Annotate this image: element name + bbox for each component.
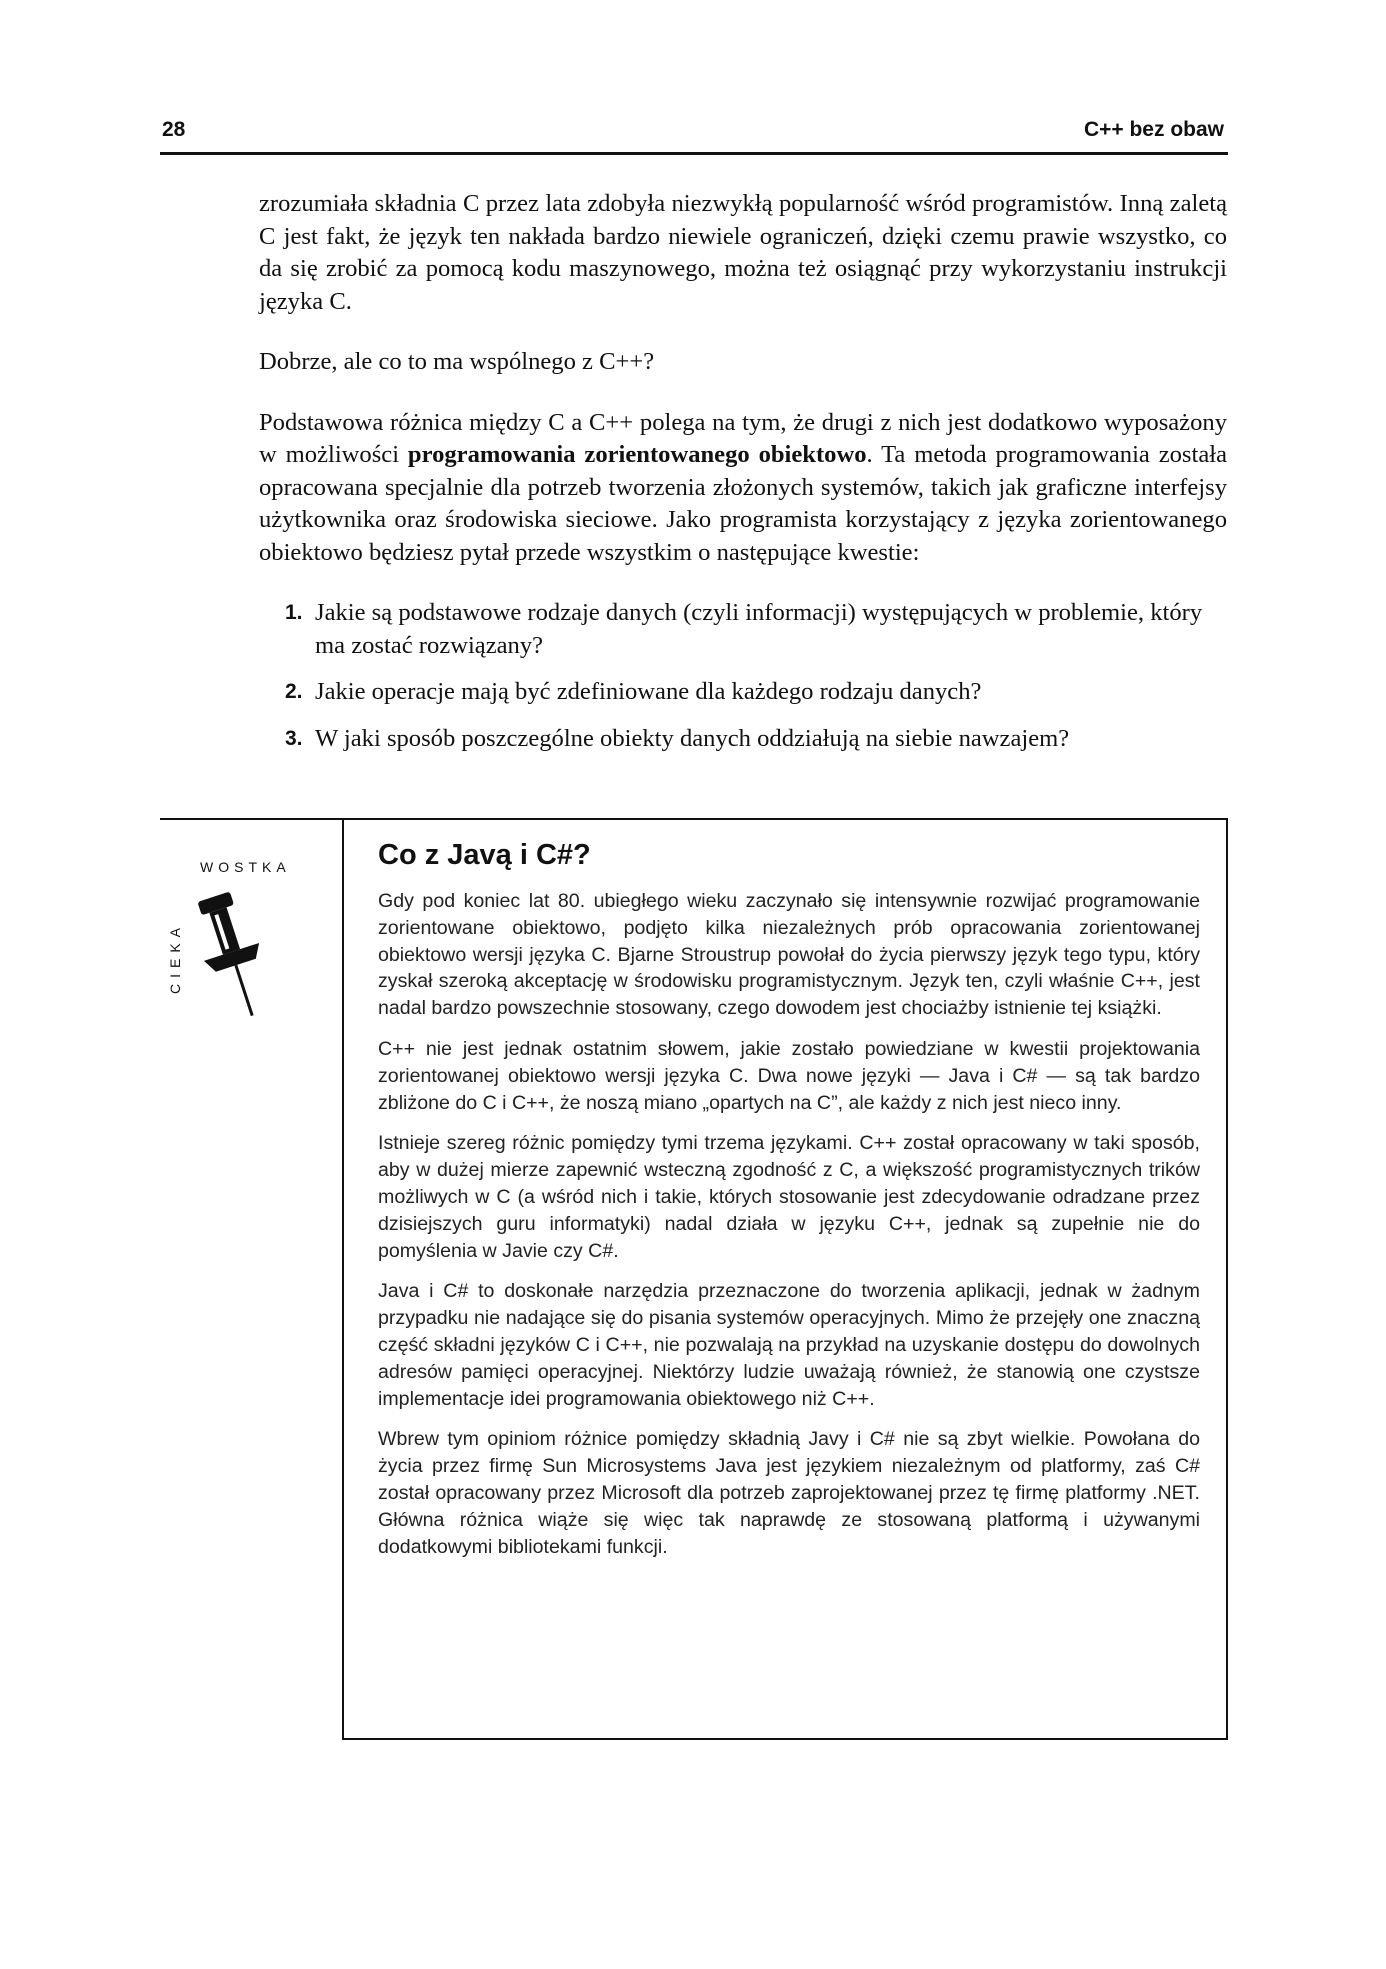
callout-box — [342, 818, 1228, 1740]
page-header — [160, 112, 1228, 155]
callout-paragraph: Java i C# to doskonałe narzędzia przeznaczone do tworzenia aplikacji, jednak w żadnym przypadku nie nadające się do pisania systemów operacyjnych. Mimo że przejęły one znaczną część składni języków C i C++, nie pozwalają na przykład na uzyskanie dostępu do dowolnych adresów pamięci operacyjnej. Niektórzy ludzie uważają również, że stanowią one czystsze implementacje idei programowania obiektowego niż C++. — [378, 1280, 1200, 1410]
list-item: 1. Jakie są podstawowe rodzaje danych (czyli informacji) występujących w problemie, który ma zostać rozwiązany? — [285, 599, 1203, 659]
callout-title: Co z Javą i C#? — [378, 839, 591, 871]
page-number: 28 — [162, 118, 186, 141]
callout-content — [378, 838, 1200, 1574]
pushpin-icon — [167, 834, 330, 1034]
list-item: 2. Jakie operacje mają być zdefiniowane dla każdego rodzaju danych? — [285, 678, 982, 705]
main-text — [259, 188, 1227, 769]
list-item: 3. W jaki sposób poszczególne obiekty danych oddziałują na siebie nawzajem? — [285, 724, 1070, 752]
paragraph: Dobrze, ale co to ma wspólnego z C++? — [259, 348, 655, 375]
badge-label-top: WOSTKA — [200, 859, 291, 875]
callout-paragraph: Istnieje szereg różnic pomiędzy tymi trzema językami. C++ został opracowany w taki sposób, aby w dużej mierze zapewnić wsteczną zgodność z C, a większość programistycznych trików możliwych w C (a wśród nich i takie, których stosowanie jest zdecydowanie odradzane przez dzisiejszych guru informatyki) nadal działa w języku C++, jednak są zupełnie nie do pomyślenia w Javie czy C#. — [378, 1132, 1200, 1262]
paragraph: zrozumiała składnia C przez lata zdobyła niezwykłą popularność wśród programistów. Inną zaletą C jest fakt, że język ten nakłada bardzo niewiele ograniczeń, dzięki czemu prawie wszystko, co da się zrobić za pomocą kodu maszynowego, można też osiągnąć przy wykorzystaniu instrukcji języka C. — [259, 190, 1227, 315]
callout-paragraph: Gdy pod koniec lat 80. ubiegłego wieku zaczynało się intensywnie rozwijać programowanie zorientowane obiektowo, podjęto kilka niezależnych prób opracowania zorientowanej obiektowo wersji języka C. Bjarne Stroustrup powołał do życia pierwszy język tego typu, który zyskał szeroką akceptację w środowisku programistycznym. Język ten, czyli właśnie C++, jest nadal bardzo powszechnie stosowany, czego dowodem jest chociażby istnienie tej książki. — [378, 890, 1200, 1020]
badge-label-left: CIEKA — [167, 921, 183, 994]
running-title: C++ bez obaw — [1083, 118, 1224, 141]
question-list — [259, 597, 1227, 755]
paragraph: Podstawowa różnica między C a C++ polega na tym, że drugi z nich jest dodatkowo wyposażony w możliwości programowania zorientowanego obiektowo. Ta metoda programowania została opracowana specjalnie dla potrzeb tworzenia złożonych systemów, takich jak graficzne interfejsy użytkownika oraz środowiska sieciowe. Jako programista korzystający z języka zorientowanego obiektowo będziesz pytał przede wszystkim o następujące kwestie: — [259, 408, 1227, 566]
bold-term: programowania zorientowanego obiektowo — [407, 441, 867, 468]
callout-paragraph: C++ nie jest jednak ostatnim słowem, jakie zostało powiedziane w kwestii projektowania zorientowanej obiektowo wersji języka C. Dwa nowe języki — Java i C# — są tak bardzo zbliżone do C i C++, że noszą miano „opartych na C”, ale każdy z nich jest nieco inny. — [378, 1037, 1200, 1114]
callout-paragraph: Wbrew tym opiniom różnice pomiędzy składnią Javy i C# nie są zbyt wielkie. Powołana do życia przez firmę Sun Microsystems Java jest językiem niezależnym od platformy, zaś C# został opracowany przez Microsoft dla potrzeb zaprojektowanej przez tę firmę platformy .NET. Główna różnica wiąże się więc tak naprawdę ze stosowaną platformą i używanymi dodatkowymi bibliotekami funkcji. — [378, 1428, 1200, 1558]
sidebar-callout — [160, 818, 1228, 1743]
